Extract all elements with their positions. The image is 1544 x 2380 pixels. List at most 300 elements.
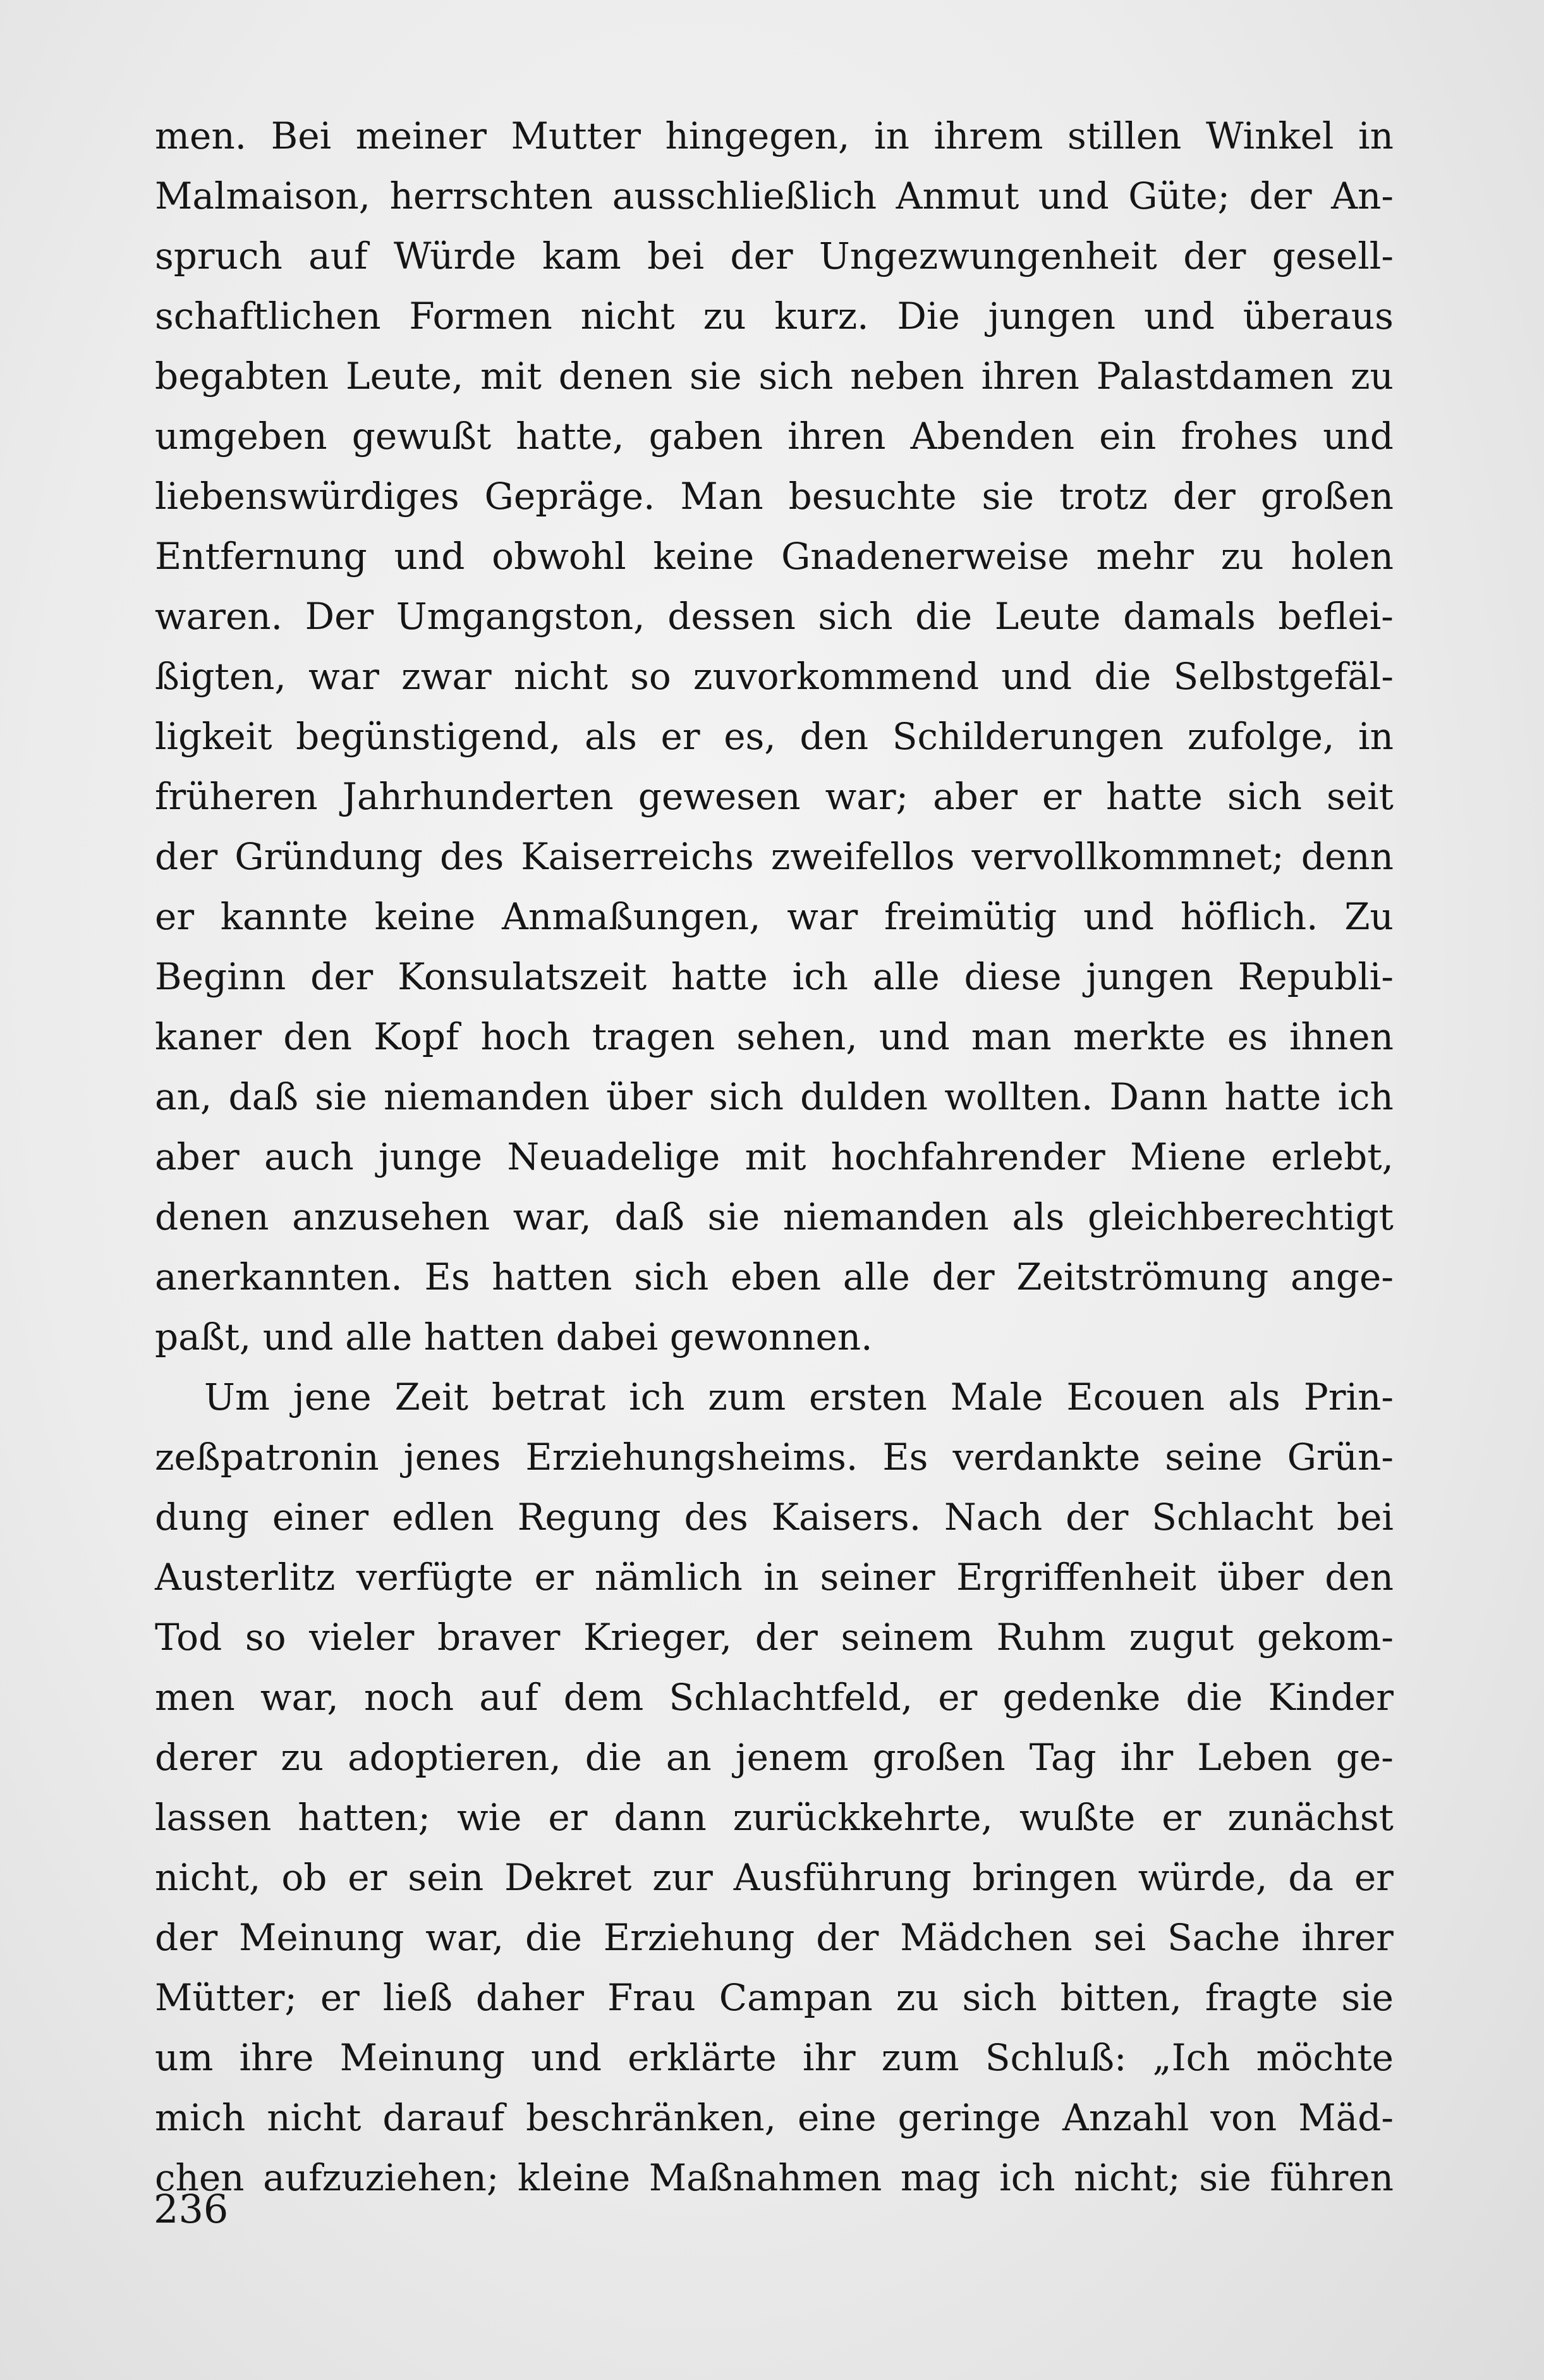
word: derer — [155, 1736, 257, 1779]
word: sie — [1341, 1976, 1394, 2019]
text-line — [155, 947, 1394, 1007]
word: an — [666, 1736, 712, 1779]
word: er — [660, 715, 700, 758]
word: er — [1162, 1796, 1201, 1839]
word: mich — [155, 2096, 246, 2139]
word: er — [1042, 775, 1081, 818]
word: über — [1217, 1556, 1304, 1599]
word: in — [763, 1556, 799, 1599]
word: betrat — [491, 1376, 606, 1419]
word: und — [394, 535, 465, 578]
word: noch — [363, 1676, 454, 1719]
word: sich — [758, 355, 834, 398]
text-line — [155, 346, 1394, 406]
word: anzusehen — [292, 1195, 490, 1238]
word: die — [1186, 1676, 1243, 1719]
word: nicht — [267, 2096, 362, 2139]
text-line — [155, 2148, 1394, 2208]
word: Nach — [944, 1496, 1043, 1539]
word: und — [1083, 895, 1154, 938]
word: er — [938, 1676, 978, 1719]
word: zugut — [1129, 1616, 1234, 1659]
word: und — [1001, 655, 1073, 698]
word: seine — [1165, 1436, 1263, 1479]
word: an, — [155, 1075, 212, 1118]
word: Grün- — [1287, 1436, 1394, 1479]
text-line — [155, 1187, 1394, 1247]
text-line — [155, 1127, 1394, 1187]
word: dabei — [556, 1315, 659, 1358]
text-line — [155, 106, 1394, 166]
word: Neuadelige — [507, 1135, 720, 1178]
word: sich — [962, 1976, 1037, 2019]
word: so — [630, 655, 671, 698]
word: zu — [1220, 535, 1264, 578]
word: als — [1012, 1195, 1065, 1238]
word: alle — [842, 1255, 910, 1298]
text-line — [155, 1547, 1394, 1608]
word: den — [799, 715, 869, 758]
word: es — [1227, 1015, 1268, 1058]
word: von — [1210, 2096, 1277, 2139]
word: Es — [882, 1436, 928, 1479]
word: stillen — [1067, 114, 1182, 157]
word: mit — [480, 355, 542, 398]
text-line — [155, 647, 1394, 707]
word: liebenswürdiges — [155, 475, 459, 518]
text-line — [155, 1908, 1394, 1968]
word: Kaisers. — [771, 1496, 921, 1539]
word: die — [1094, 655, 1152, 698]
word: waren. — [155, 595, 283, 638]
word: Republi- — [1237, 955, 1394, 998]
word: eben — [730, 1255, 822, 1298]
word: Regung — [517, 1496, 661, 1539]
word: alle — [345, 1315, 413, 1358]
word: ich — [629, 1376, 685, 1419]
word: zunächst — [1227, 1796, 1394, 1839]
word: Schlachtfeld, — [669, 1676, 913, 1719]
word: Tag — [1029, 1736, 1097, 1779]
word: seinem — [841, 1616, 973, 1659]
page-number: 236 — [154, 2186, 229, 2232]
word: men. — [155, 114, 247, 157]
word: jenes — [403, 1436, 501, 1479]
word: Campan — [719, 1976, 873, 2019]
word: ihrem — [933, 114, 1043, 157]
word: Kopf — [374, 1015, 459, 1058]
word: frohes — [1181, 415, 1299, 458]
word: gesell- — [1272, 235, 1394, 278]
word: jenem — [735, 1736, 849, 1779]
word: ligkeit — [155, 715, 272, 758]
word: nicht — [580, 295, 675, 338]
word: den — [1325, 1556, 1394, 1599]
word: lassen — [155, 1796, 272, 1839]
word: wollten. — [944, 1075, 1093, 1118]
word: der — [1172, 475, 1236, 518]
word: überaus — [1243, 295, 1394, 338]
word: sie — [689, 355, 742, 398]
word: sich — [708, 1075, 784, 1118]
word: hingegen, — [665, 114, 850, 157]
word: dann — [614, 1796, 707, 1839]
word: war; — [825, 775, 909, 818]
word: Ecouen — [1066, 1376, 1205, 1419]
text-line — [155, 286, 1394, 346]
word: über — [606, 1075, 693, 1118]
word: Umgangston, — [396, 595, 645, 638]
word: Entfernung — [155, 535, 367, 578]
word: aufzuziehen; — [263, 2156, 499, 2199]
word: den — [283, 1015, 353, 1058]
word: Male — [950, 1376, 1043, 1419]
word: ge- — [1335, 1736, 1394, 1779]
word: mehr — [1096, 535, 1194, 578]
word: wie — [456, 1796, 522, 1839]
word: zwar — [401, 655, 492, 698]
word: Meinung — [238, 1916, 404, 1959]
word: der — [1183, 235, 1246, 278]
word: er — [348, 1856, 387, 1899]
word: Austerlitz — [155, 1556, 336, 1599]
word: gedenke — [1002, 1676, 1161, 1719]
word: Gründung — [234, 835, 423, 878]
word: da — [1288, 1856, 1334, 1899]
word: denen — [558, 355, 673, 398]
word: herrschten — [389, 174, 593, 217]
word: Jahrhunderten — [342, 775, 614, 818]
text-line — [155, 1487, 1394, 1547]
word: verfügte — [356, 1556, 514, 1599]
word: keine — [374, 895, 476, 938]
word: Winkel — [1205, 114, 1334, 157]
word: ob — [281, 1856, 327, 1899]
word: kaner — [155, 1015, 262, 1058]
word: Ruhm — [996, 1616, 1106, 1659]
word: war, — [425, 1916, 504, 1959]
word: Formen — [409, 295, 552, 338]
word: sein — [408, 1856, 484, 1899]
word: hatte, — [516, 415, 624, 458]
word: Dekret — [504, 1856, 632, 1899]
text-line — [155, 827, 1394, 887]
word: der — [755, 1616, 818, 1659]
word: Ungezwungenheit — [818, 235, 1157, 278]
word: seit — [1327, 775, 1394, 818]
word: dulden — [800, 1075, 928, 1118]
word: Zu — [1344, 895, 1394, 938]
text-line — [155, 1968, 1394, 2028]
word: fragte — [1205, 1976, 1318, 2019]
body-text — [155, 106, 1394, 2208]
word: in — [874, 114, 909, 157]
word: und — [1038, 174, 1109, 217]
word: adoptieren, — [348, 1736, 561, 1779]
word: daher — [475, 1976, 585, 2019]
word: einer — [272, 1496, 369, 1539]
word: kam — [542, 235, 621, 278]
word: hoch — [480, 1015, 571, 1058]
word: keine — [653, 535, 755, 578]
word: hochfahrender — [830, 1135, 1105, 1178]
word: er — [534, 1556, 574, 1599]
word: war, — [513, 1195, 592, 1238]
word: erlebt, — [1271, 1135, 1394, 1178]
word: ich — [999, 2156, 1055, 2199]
word: ihr — [802, 2036, 856, 2079]
word: jungen — [1086, 955, 1213, 998]
word: es, — [724, 715, 776, 758]
word: gewonnen. — [669, 1315, 873, 1358]
word: edlen — [392, 1496, 494, 1539]
word: die — [525, 1916, 582, 1959]
word: Anmaßungen, — [502, 895, 761, 938]
word: wußte — [1019, 1796, 1136, 1839]
word: junge — [378, 1135, 483, 1178]
word: dessen — [667, 595, 796, 638]
word: Konsulatszeit — [398, 955, 647, 998]
word: die — [915, 595, 973, 638]
word: zu — [896, 1976, 939, 2019]
word: und — [262, 1315, 334, 1358]
word: der — [932, 1255, 995, 1298]
text-line — [155, 1728, 1394, 1788]
word: darauf — [382, 2096, 505, 2139]
word: Mütter; — [155, 1976, 297, 2019]
word: zu — [703, 295, 746, 338]
word: eine — [798, 2096, 877, 2139]
word: Um — [204, 1376, 270, 1419]
word: Schilderungen — [892, 715, 1164, 758]
word: nicht, — [155, 1856, 261, 1899]
text-line — [155, 467, 1394, 527]
word: vieler — [309, 1616, 415, 1659]
word: er — [548, 1796, 588, 1839]
word: zum — [881, 2036, 959, 2079]
word: mit — [745, 1135, 806, 1178]
word: nicht; — [1074, 2156, 1181, 2199]
word: kannte — [220, 895, 348, 938]
text-line — [155, 1307, 1394, 1367]
word: in — [1358, 715, 1394, 758]
word: holen — [1291, 535, 1394, 578]
word: Schluß: — [985, 2036, 1127, 2079]
word: tragen — [592, 1015, 715, 1058]
word: merkte — [1073, 1015, 1206, 1058]
word: und — [531, 2036, 602, 2079]
word: der — [1066, 1496, 1129, 1539]
word: jungen — [988, 295, 1116, 338]
word: paßt, — [155, 1315, 252, 1358]
word: sie — [1199, 2156, 1251, 2199]
word: Schlacht — [1152, 1496, 1314, 1539]
word: obwohl — [492, 535, 626, 578]
word: ließ — [382, 1976, 453, 2019]
word: die — [585, 1736, 642, 1779]
word: Leben — [1197, 1736, 1312, 1779]
word: Ausführung — [733, 1856, 952, 1899]
word: Kaiserreichs — [521, 835, 754, 878]
word: nicht — [513, 655, 608, 698]
word: bringen — [972, 1856, 1117, 1899]
word: er — [320, 1976, 360, 2019]
word: Würde — [393, 235, 516, 278]
word: Sache — [1167, 1916, 1280, 1959]
word: zu — [1351, 355, 1394, 398]
word: dem — [563, 1676, 644, 1719]
word: niemanden — [383, 1075, 590, 1118]
word: ßigten, — [155, 655, 286, 698]
word: Leute — [994, 595, 1101, 638]
text-line — [155, 887, 1394, 947]
word: umgeben — [155, 415, 327, 458]
word: um — [155, 2036, 214, 2079]
word: gaben — [648, 415, 763, 458]
text-line — [155, 1788, 1394, 1848]
word: höflich. — [1180, 895, 1318, 938]
word: der — [310, 955, 374, 998]
word: bei — [647, 235, 705, 278]
text-line — [155, 2028, 1394, 2088]
word: damals — [1123, 595, 1256, 638]
word: ich — [1337, 1075, 1394, 1118]
word: des — [684, 1496, 748, 1539]
word: er — [1354, 1856, 1394, 1899]
word: neben — [850, 355, 964, 398]
word: war, — [260, 1676, 339, 1719]
word: aber — [933, 775, 1018, 818]
word: hatten; — [298, 1796, 431, 1839]
word: Erziehungsheims. — [525, 1436, 858, 1479]
word: aber — [155, 1135, 240, 1178]
word: mag — [900, 2156, 981, 2199]
word: Erziehung — [603, 1916, 795, 1959]
word: daß — [228, 1075, 298, 1118]
word: ihr — [1120, 1736, 1174, 1779]
word: Palastdamen — [1096, 355, 1334, 398]
word: war — [308, 655, 379, 698]
word: Gepräge. — [484, 475, 655, 518]
word: zurückkehrte, — [732, 1796, 993, 1839]
word: und — [878, 1015, 950, 1058]
word: in — [1358, 114, 1394, 157]
word: seiner — [820, 1556, 935, 1599]
word: ihren — [981, 355, 1079, 398]
word: Leute, — [346, 355, 464, 398]
word: schaftlichen — [155, 295, 381, 338]
word: chen — [155, 2156, 245, 2199]
word: meiner — [355, 114, 487, 157]
word: zuvorkommend — [693, 655, 980, 698]
word: verdankte — [952, 1436, 1141, 1479]
word: sich — [634, 1255, 709, 1298]
word: Der — [305, 595, 374, 638]
text-line — [155, 1848, 1394, 1908]
word: denen — [155, 1195, 269, 1238]
word: niemanden — [782, 1195, 989, 1238]
word: Zeit — [394, 1376, 469, 1419]
word: und — [1323, 415, 1394, 458]
word: ich — [792, 955, 848, 998]
word: diese — [964, 955, 1062, 998]
word: dung — [155, 1496, 249, 1539]
word: daß — [614, 1195, 684, 1238]
word: sie — [982, 475, 1035, 518]
word: als — [1227, 1376, 1280, 1419]
text-line — [155, 226, 1394, 286]
word: der — [1249, 174, 1312, 217]
word: gewußt — [351, 415, 492, 458]
word: Tod — [155, 1616, 222, 1659]
text-line — [155, 1367, 1394, 1427]
word: erklärte — [628, 2036, 777, 2079]
word: sie — [315, 1075, 367, 1118]
word: hatte — [1224, 1075, 1322, 1118]
text-line — [155, 587, 1394, 647]
word: Anzahl — [1062, 2096, 1189, 2139]
word: denn — [1301, 835, 1394, 878]
word: Dann — [1109, 1075, 1208, 1118]
word: sie — [707, 1195, 760, 1238]
word: sehen, — [736, 1015, 858, 1058]
word: gekom- — [1256, 1616, 1394, 1659]
word: spruch — [155, 235, 283, 278]
word: Ergriffenheit — [956, 1556, 1196, 1599]
word: sich — [1227, 775, 1303, 818]
word: Anmut — [896, 174, 1019, 217]
word: zur — [652, 1856, 713, 1899]
word: men — [155, 1676, 235, 1719]
word: Meinung — [339, 2036, 506, 2079]
word: Kinder — [1268, 1676, 1394, 1719]
word: beschränken, — [526, 2096, 777, 2139]
word: möchte — [1256, 2036, 1394, 2079]
word: war — [787, 895, 858, 938]
text-line — [155, 707, 1394, 767]
word: Zeitströmung — [1016, 1255, 1269, 1298]
word: ihrer — [1301, 1916, 1394, 1959]
word: ausschließlich — [612, 174, 877, 217]
word: gewesen — [638, 775, 801, 818]
word: hatten — [492, 1255, 612, 1298]
word: als — [585, 715, 637, 758]
word: Die — [897, 295, 960, 338]
word: führen — [1270, 2156, 1394, 2199]
word: Beginn — [155, 955, 286, 998]
word: braver — [437, 1616, 561, 1659]
text-line — [155, 1007, 1394, 1067]
word: zeßpatronin — [155, 1436, 379, 1479]
word: besuchte — [788, 475, 957, 518]
word: kurz. — [774, 295, 869, 338]
word: ihnen — [1289, 1015, 1394, 1058]
word: zu — [281, 1736, 324, 1779]
word: Prin- — [1303, 1376, 1394, 1419]
text-line — [155, 406, 1394, 467]
word: Es — [424, 1255, 470, 1298]
word: begünstigend, — [296, 715, 561, 758]
word: ihre — [239, 2036, 314, 2079]
word: kleine — [517, 2156, 631, 2199]
text-line — [155, 767, 1394, 827]
word: man — [971, 1015, 1052, 1058]
word: früheren — [155, 775, 318, 818]
word: zweifellos — [770, 835, 955, 878]
word: Abenden — [910, 415, 1075, 458]
word: des — [440, 835, 504, 878]
word: zum — [708, 1376, 786, 1419]
